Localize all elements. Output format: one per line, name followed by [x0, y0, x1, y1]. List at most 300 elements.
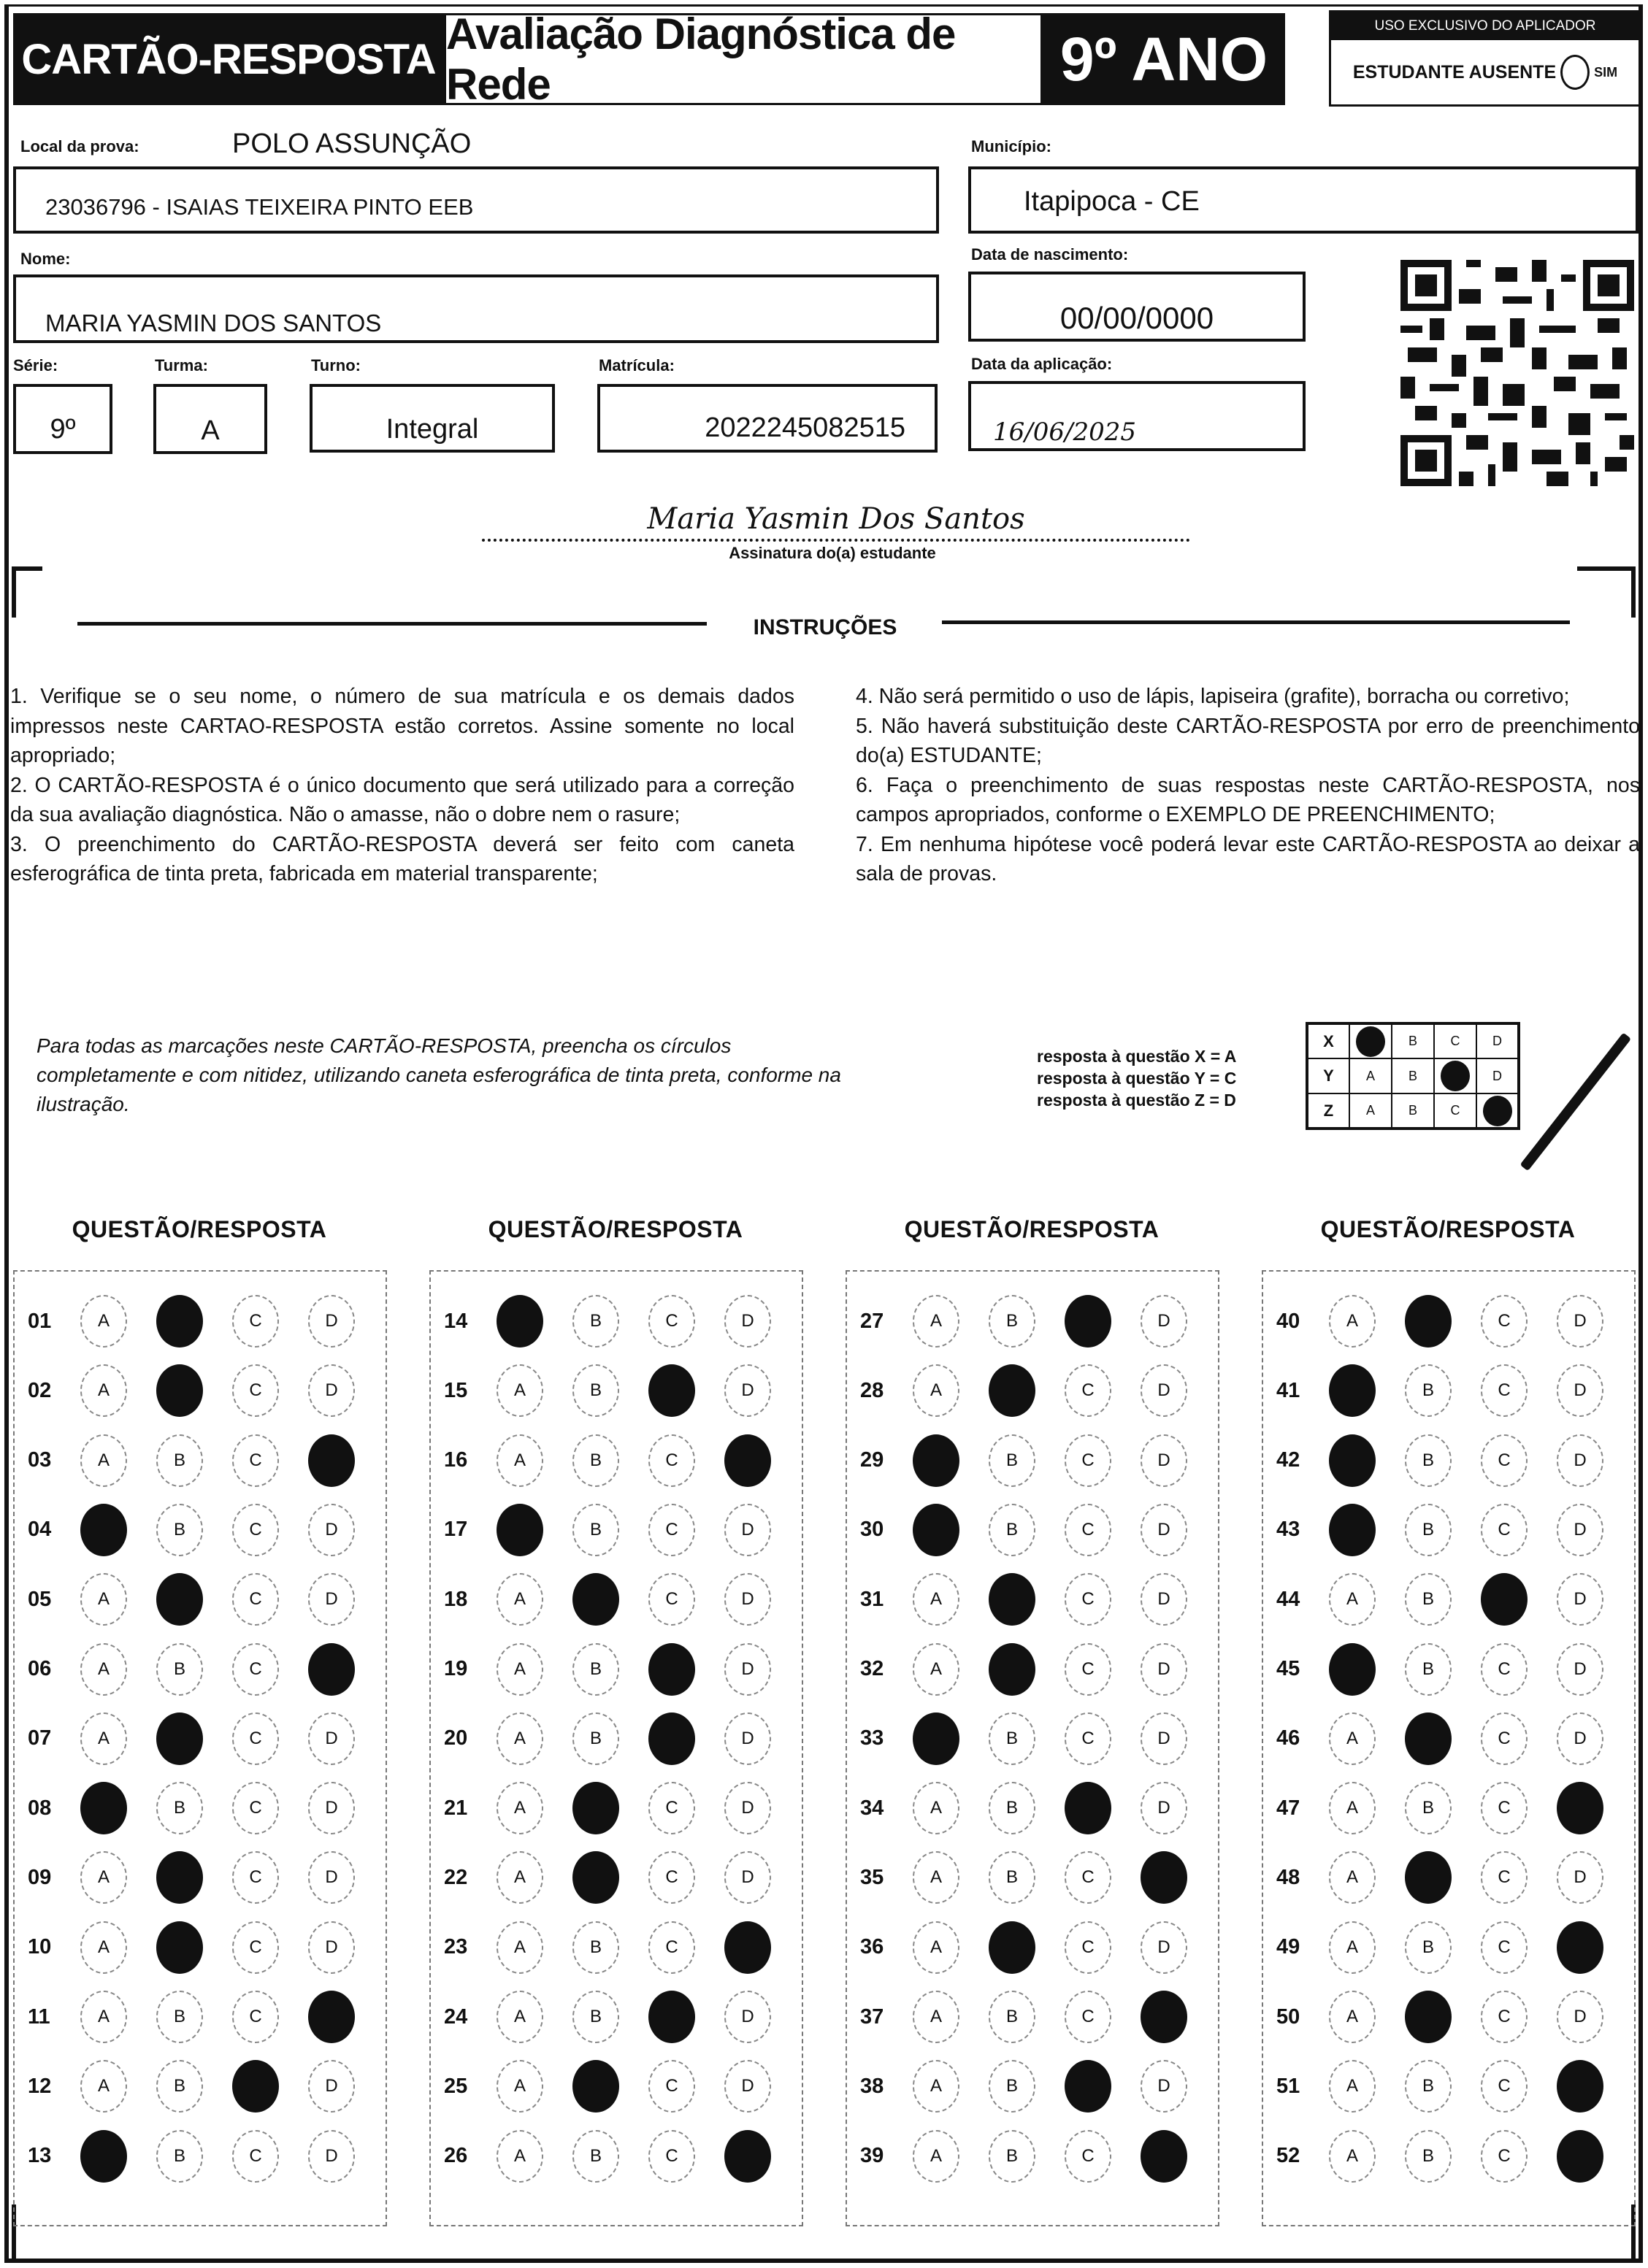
signature-line[interactable]: Maria Yasmin Dos Santos: [482, 496, 1190, 542]
example-empty-bubble: C: [1434, 1023, 1476, 1058]
answer-row: [431, 2057, 800, 2115]
answer-bubble-d[interactable]: [1557, 1921, 1603, 1974]
answer-bubble-c[interactable]: C: [648, 1851, 695, 1904]
answer-row: [431, 1292, 800, 1350]
question-number: 45: [1276, 1657, 1300, 1680]
question-number: 01: [28, 1309, 52, 1333]
answer-bubble-b[interactable]: [989, 1573, 1035, 1626]
example-filled-bubble: [1434, 1058, 1476, 1093]
answer-bubble-c[interactable]: C: [648, 2060, 695, 2113]
answer-bubble-b[interactable]: B: [1405, 1504, 1452, 1556]
answer-row: [1263, 2127, 1633, 2186]
answer-bubble-d[interactable]: D: [1557, 1364, 1603, 1417]
answer-bubble-c[interactable]: C: [232, 1921, 279, 1974]
answer-bubble-c[interactable]: [1481, 1573, 1528, 1626]
answer-bubble-b[interactable]: B: [989, 2130, 1035, 2183]
answer-bubble-d[interactable]: D: [308, 1364, 355, 1417]
answer-bubble-a[interactable]: A: [497, 1921, 543, 1974]
answer-bubble-a[interactable]: A: [497, 1573, 543, 1626]
question-number: 32: [860, 1657, 884, 1680]
answer-bubble-c[interactable]: C: [1065, 1364, 1111, 1417]
answer-bubble-a[interactable]: A: [497, 1364, 543, 1417]
answer-bubble-a[interactable]: A: [497, 2060, 543, 2113]
answer-bubble-a[interactable]: A: [913, 1851, 959, 1904]
example-empty-bubble: D: [1476, 1023, 1519, 1058]
answer-bubble-c[interactable]: C: [1481, 1643, 1528, 1696]
answer-bubble-d[interactable]: D: [1141, 1504, 1187, 1556]
answer-bubble-c[interactable]: C: [1065, 1851, 1111, 1904]
answer-row: [1263, 1570, 1633, 1629]
answer-row: [431, 1918, 800, 1977]
answer-bubble-a[interactable]: A: [80, 1364, 127, 1417]
divider: [942, 620, 1570, 624]
answer-bubble-c[interactable]: C: [232, 1434, 279, 1487]
answer-bubble-a[interactable]: A: [1329, 1573, 1376, 1626]
answer-bubble-a[interactable]: A: [497, 1712, 543, 1765]
answer-bubble-a[interactable]: [1329, 1364, 1376, 1417]
answer-bubble-d[interactable]: D: [724, 1364, 771, 1417]
answer-bubble-b[interactable]: B: [1405, 1921, 1452, 1974]
answer-row: [847, 1292, 1216, 1350]
answer-bubble-d[interactable]: D: [1141, 1643, 1187, 1696]
answer-bubble-c[interactable]: C: [232, 1504, 279, 1556]
column-title: QUESTÃO/RESPOSTA: [904, 1216, 1160, 1242]
question-number: 16: [444, 1448, 468, 1472]
turno-value: Integral: [386, 414, 479, 445]
example-legend-item: resposta à questão X = A: [1037, 1047, 1237, 1066]
answer-bubble-c[interactable]: [1065, 1782, 1111, 1834]
answer-bubble-b[interactable]: B: [572, 1364, 619, 1417]
turno-label: Turno:: [311, 356, 361, 374]
answer-bubble-b[interactable]: [156, 1573, 203, 1626]
answer-row: [15, 1710, 384, 1768]
answer-row: [1263, 2057, 1633, 2115]
answer-bubble-c[interactable]: C: [232, 1991, 279, 2043]
question-number: 17: [444, 1518, 468, 1542]
answer-bubble-d[interactable]: D: [724, 1504, 771, 1556]
example-legend: [1037, 1045, 1236, 1111]
example-legend-item: resposta à questão Z = D: [1037, 1091, 1236, 1110]
answer-bubble-c[interactable]: [1065, 1295, 1111, 1348]
nome-value: MARIA YASMIN DOS SANTOS: [45, 310, 382, 337]
answer-bubble-d[interactable]: [724, 1434, 771, 1487]
column-title: QUESTÃO/RESPOSTA: [1320, 1216, 1576, 1242]
answer-bubble-d[interactable]: D: [1141, 1364, 1187, 1417]
answer-column: [13, 1270, 387, 2226]
answer-bubble-d[interactable]: D: [1141, 1295, 1187, 1348]
answer-row: [15, 1918, 384, 1977]
answer-bubble-d[interactable]: [1141, 1851, 1187, 1904]
answer-bubble-a[interactable]: [1329, 1643, 1376, 1696]
answer-bubble-b[interactable]: B: [572, 1991, 619, 2043]
answer-bubble-b[interactable]: [156, 1921, 203, 1974]
answer-bubble-d[interactable]: D: [1557, 1851, 1603, 1904]
answer-bubble-d[interactable]: D: [724, 2060, 771, 2113]
answer-bubble-b[interactable]: [989, 1643, 1035, 1696]
answer-bubble-a[interactable]: [913, 1434, 959, 1487]
answer-bubble-d[interactable]: D: [1141, 2060, 1187, 2113]
answer-bubble-d[interactable]: D: [308, 1295, 355, 1348]
answer-bubble-b[interactable]: [989, 1364, 1035, 1417]
answer-bubble-c[interactable]: C: [1481, 1851, 1528, 1904]
answer-bubble-d[interactable]: [308, 1434, 355, 1487]
answer-bubble-d[interactable]: D: [724, 1712, 771, 1765]
answer-bubble-d[interactable]: [1557, 2130, 1603, 2183]
answer-bubble-a[interactable]: A: [913, 1782, 959, 1834]
example-question-label: Y: [1307, 1058, 1349, 1093]
answer-bubble-b[interactable]: [1405, 1295, 1452, 1348]
turno-field: [310, 384, 555, 453]
answer-bubble-c[interactable]: C: [1065, 1573, 1111, 1626]
answer-bubble-c[interactable]: C: [1481, 1434, 1528, 1487]
example-empty-bubble: A: [1349, 1058, 1392, 1093]
answer-bubble-b[interactable]: B: [1405, 1643, 1452, 1696]
answer-bubble-c[interactable]: C: [1481, 1712, 1528, 1765]
answer-row: [15, 2127, 384, 2186]
answer-bubble-a[interactable]: A: [1329, 1712, 1376, 1765]
answer-bubble-b[interactable]: B: [989, 2060, 1035, 2113]
instruction-item: 1. Verifique se o seu nome, o número de sua matrícula e os demais dados impressos neste CARTAO-RESPOSTA estão corretos. Assine somente no local apropriado;: [10, 685, 794, 767]
answer-bubble-b[interactable]: [572, 1573, 619, 1626]
answer-bubble-a[interactable]: A: [80, 1921, 127, 1974]
answer-bubble-b[interactable]: B: [989, 1712, 1035, 1765]
answer-bubble-c[interactable]: [648, 1643, 695, 1696]
answer-bubble-a[interactable]: A: [497, 1643, 543, 1696]
answer-bubble-b[interactable]: [572, 2060, 619, 2113]
answer-bubble-a[interactable]: A: [80, 1643, 127, 1696]
answer-bubble-b[interactable]: B: [572, 2130, 619, 2183]
answer-bubble-b[interactable]: B: [1405, 2060, 1452, 2113]
answer-bubble-b[interactable]: B: [1405, 1573, 1452, 1626]
answer-bubble-a[interactable]: A: [1329, 2060, 1376, 2113]
answer-bubble-a[interactable]: A: [913, 1295, 959, 1348]
answer-bubble-b[interactable]: B: [572, 1295, 619, 1348]
answer-row: [15, 2057, 384, 2115]
answer-bubble-a[interactable]: A: [913, 2130, 959, 2183]
answer-bubble-c[interactable]: C: [1481, 1295, 1528, 1348]
answer-bubble-b[interactable]: [572, 1851, 619, 1904]
answer-bubble-b[interactable]: B: [989, 1295, 1035, 1348]
serie-label: Série:: [13, 356, 58, 374]
answer-bubble-a[interactable]: A: [80, 1991, 127, 2043]
answer-bubble-a[interactable]: A: [80, 1851, 127, 1904]
answer-row: [431, 1710, 800, 1768]
example-row: [1307, 1023, 1519, 1058]
answer-bubble-c[interactable]: C: [232, 1712, 279, 1765]
answer-bubble-b[interactable]: [1405, 1991, 1452, 2043]
aplicacao-value: 16/06/2025: [993, 418, 1136, 447]
answer-row: [15, 1501, 384, 1559]
answer-bubble-c[interactable]: C: [1481, 1782, 1528, 1834]
answer-row: [847, 2057, 1216, 2115]
answer-bubble-b[interactable]: [156, 1295, 203, 1348]
question-number: 13: [28, 2144, 52, 2168]
answer-bubble-c[interactable]: C: [232, 1782, 279, 1834]
answer-bubble-d[interactable]: D: [1141, 1573, 1187, 1626]
answer-bubble-b[interactable]: B: [156, 2060, 203, 2113]
question-number: 09: [28, 1865, 52, 1889]
answer-bubble-d[interactable]: D: [308, 1573, 355, 1626]
answer-bubble-d[interactable]: D: [724, 1573, 771, 1626]
answer-bubble-d[interactable]: D: [1557, 1712, 1603, 1765]
answer-bubble-b[interactable]: B: [156, 1504, 203, 1556]
matricula-field: [597, 384, 938, 453]
answer-bubble-c[interactable]: C: [1065, 1643, 1111, 1696]
municipio-label: Município:: [971, 137, 1051, 155]
answer-bubble-a[interactable]: A: [913, 2060, 959, 2113]
signature-label: Assinatura do(a) estudante: [729, 544, 936, 562]
answer-bubble-d[interactable]: D: [308, 1782, 355, 1834]
question-number: 27: [860, 1309, 884, 1333]
answer-bubble-b[interactable]: B: [156, 1643, 203, 1696]
answer-bubble-c[interactable]: C: [232, 1364, 279, 1417]
answer-bubble-c[interactable]: C: [1065, 1991, 1111, 2043]
answer-bubble-a[interactable]: A: [80, 2060, 127, 2113]
nome-label: Nome:: [20, 250, 71, 268]
divider: [77, 622, 707, 626]
answer-bubble-a[interactable]: [913, 1712, 959, 1765]
grade-title: 9º ANO: [1043, 13, 1285, 105]
answer-bubble-c[interactable]: C: [1481, 2060, 1528, 2113]
question-number: 39: [860, 2144, 884, 2168]
answer-bubble-b[interactable]: [989, 1921, 1035, 1974]
answer-bubble-a[interactable]: [497, 1504, 543, 1556]
question-number: 20: [444, 1726, 468, 1750]
answer-bubble-d[interactable]: D: [308, 1921, 355, 1974]
question-number: 07: [28, 1726, 52, 1750]
answer-bubble-a[interactable]: A: [1329, 1991, 1376, 2043]
answer-bubble-c[interactable]: [648, 1991, 695, 2043]
answer-bubble-a[interactable]: [1329, 1434, 1376, 1487]
answer-bubble-b[interactable]: [1405, 1712, 1452, 1765]
answer-bubble-c[interactable]: C: [648, 1504, 695, 1556]
answer-bubble-b[interactable]: B: [156, 2130, 203, 2183]
answer-bubble-a[interactable]: A: [1329, 2130, 1376, 2183]
answer-bubble-d[interactable]: D: [724, 1643, 771, 1696]
answer-bubble-d[interactable]: D: [1557, 1434, 1603, 1487]
question-number: 46: [1276, 1726, 1300, 1750]
answer-bubble-d[interactable]: D: [1141, 1434, 1187, 1487]
answer-bubble-b[interactable]: B: [156, 1434, 203, 1487]
answer-bubble-c[interactable]: C: [1481, 1504, 1528, 1556]
answer-bubble-d[interactable]: D: [308, 1712, 355, 1765]
answer-bubble-c[interactable]: C: [1065, 1921, 1111, 1974]
example-empty-bubble: C: [1434, 1093, 1476, 1129]
answer-bubble-a[interactable]: A: [913, 1573, 959, 1626]
filled-circle-icon: [1356, 1026, 1385, 1057]
example-row: [1307, 1093, 1519, 1129]
answer-row: [847, 1431, 1216, 1490]
answer-bubble-d[interactable]: D: [308, 1851, 355, 1904]
answer-bubble-a[interactable]: [497, 1295, 543, 1348]
answer-bubble-a[interactable]: A: [1329, 1921, 1376, 1974]
answer-bubble-c[interactable]: [648, 1364, 695, 1417]
answer-bubble-d[interactable]: D: [724, 1295, 771, 1348]
answer-bubble-a[interactable]: A: [497, 1851, 543, 1904]
answer-row: [431, 1431, 800, 1490]
answer-bubble-c[interactable]: C: [232, 1295, 279, 1348]
example-empty-bubble: A: [1349, 1093, 1392, 1129]
answer-bubble-a[interactable]: A: [80, 1573, 127, 1626]
answer-bubble-d[interactable]: [724, 2130, 771, 2183]
answer-bubble-b[interactable]: B: [1405, 2130, 1452, 2183]
answer-bubble-b[interactable]: B: [989, 1782, 1035, 1834]
answer-bubble-a[interactable]: [913, 1504, 959, 1556]
question-number: 14: [444, 1309, 468, 1333]
example-question-label: X: [1307, 1023, 1349, 1058]
answer-bubble-a[interactable]: [80, 1782, 127, 1834]
corner-mark-top-right: [1577, 566, 1636, 618]
answer-bubble-d[interactable]: D: [308, 2130, 355, 2183]
answer-bubble-b[interactable]: [156, 1712, 203, 1765]
answer-bubble-d[interactable]: [1141, 2130, 1187, 2183]
answer-bubble-b[interactable]: B: [156, 1991, 203, 2043]
applicator-title: USO EXCLUSIVO DO APLICADOR: [1331, 12, 1639, 40]
answer-bubble-b[interactable]: B: [989, 1851, 1035, 1904]
answer-row: [1263, 1501, 1633, 1559]
absent-checkbox[interactable]: [1560, 55, 1590, 90]
answer-bubble-b[interactable]: B: [572, 1504, 619, 1556]
answer-bubble-c[interactable]: C: [1481, 1991, 1528, 2043]
answer-bubble-d[interactable]: [1557, 2060, 1603, 2113]
answer-bubble-a[interactable]: A: [80, 1712, 127, 1765]
answer-bubble-a[interactable]: A: [497, 2130, 543, 2183]
answer-bubble-a[interactable]: A: [80, 1295, 127, 1348]
answer-bubble-b[interactable]: B: [1405, 1782, 1452, 1834]
question-number: 08: [28, 1796, 52, 1820]
answer-bubble-c[interactable]: C: [648, 2130, 695, 2183]
answer-bubble-d[interactable]: D: [308, 1504, 355, 1556]
answer-bubble-c[interactable]: C: [648, 1782, 695, 1834]
answer-row: [847, 1988, 1216, 2046]
answer-bubble-a[interactable]: [1329, 1504, 1376, 1556]
answer-row: [431, 1570, 800, 1629]
answer-row: [1263, 1848, 1633, 1907]
answer-bubble-d[interactable]: D: [1557, 1295, 1603, 1348]
answer-row: [15, 1988, 384, 2046]
answer-bubble-a[interactable]: [80, 1504, 127, 1556]
answer-bubble-a[interactable]: A: [1329, 1851, 1376, 1904]
answer-bubble-d[interactable]: D: [724, 1782, 771, 1834]
answer-bubble-c[interactable]: C: [1481, 1921, 1528, 1974]
answer-bubble-c[interactable]: C: [648, 1573, 695, 1626]
answer-bubble-c[interactable]: C: [232, 1643, 279, 1696]
answer-bubble-c[interactable]: C: [648, 1434, 695, 1487]
nascimento-label: Data de nascimento:: [971, 245, 1129, 264]
answer-bubble-c[interactable]: C: [1065, 1434, 1111, 1487]
answer-bubble-d[interactable]: [724, 1921, 771, 1974]
answer-bubble-a[interactable]: A: [497, 1434, 543, 1487]
answer-bubble-b[interactable]: B: [572, 1643, 619, 1696]
answer-bubble-c[interactable]: C: [648, 1295, 695, 1348]
answer-bubble-d[interactable]: [1141, 1991, 1187, 2043]
answer-row: [431, 1988, 800, 2046]
answer-bubble-c[interactable]: [648, 1712, 695, 1765]
answer-bubble-d[interactable]: [1557, 1782, 1603, 1834]
answer-bubble-b[interactable]: B: [989, 1504, 1035, 1556]
answer-bubble-d[interactable]: [308, 1991, 355, 2043]
answer-bubble-c[interactable]: C: [232, 1573, 279, 1626]
answer-row: [847, 1779, 1216, 1837]
answer-bubble-c[interactable]: C: [1481, 2130, 1528, 2183]
instructions-right: [856, 682, 1640, 889]
answer-column: [429, 1270, 803, 2226]
answer-bubble-c[interactable]: [1065, 2060, 1111, 2113]
answer-bubble-d[interactable]: D: [308, 2060, 355, 2113]
example-filled-bubble: [1349, 1023, 1392, 1058]
answer-bubble-b[interactable]: B: [572, 1921, 619, 1974]
question-number: 18: [444, 1587, 468, 1611]
question-number: 23: [444, 1935, 468, 1959]
answer-bubble-c[interactable]: [232, 2060, 279, 2113]
answer-bubble-b[interactable]: B: [156, 1782, 203, 1834]
answer-bubble-d[interactable]: D: [1141, 1712, 1187, 1765]
answer-bubble-d[interactable]: D: [1557, 1573, 1603, 1626]
question-number: 41: [1276, 1378, 1300, 1402]
answer-bubble-b[interactable]: B: [572, 1712, 619, 1765]
example-row: [1307, 1058, 1519, 1093]
answer-column: [846, 1270, 1219, 2226]
nome-field: [13, 274, 939, 343]
answer-bubble-d[interactable]: [308, 1643, 355, 1696]
answer-bubble-b[interactable]: [1405, 1851, 1452, 1904]
answer-bubble-b[interactable]: B: [989, 1434, 1035, 1487]
answer-bubble-a[interactable]: A: [80, 1434, 127, 1487]
answer-bubble-b[interactable]: [156, 1851, 203, 1904]
answer-row: [847, 1361, 1216, 1420]
answer-bubble-d[interactable]: D: [724, 1991, 771, 2043]
answer-bubble-c[interactable]: C: [648, 1921, 695, 1974]
answer-bubble-b[interactable]: B: [989, 1991, 1035, 2043]
answer-bubble-b[interactable]: B: [1405, 1434, 1452, 1487]
matricula-label: Matrícula:: [599, 356, 675, 374]
answer-bubble-b[interactable]: B: [572, 1434, 619, 1487]
answer-bubble-d[interactable]: D: [724, 1851, 771, 1904]
answer-bubble-a[interactable]: A: [1329, 1295, 1376, 1348]
answer-bubble-a[interactable]: A: [913, 1991, 959, 2043]
answer-row: [15, 1779, 384, 1837]
school-field: [13, 166, 939, 234]
example-empty-bubble: B: [1392, 1023, 1434, 1058]
question-number: 21: [444, 1796, 468, 1820]
answer-bubble-b[interactable]: B: [1405, 1364, 1452, 1417]
filled-circle-icon: [1441, 1061, 1470, 1091]
answer-bubble-a[interactable]: A: [913, 1643, 959, 1696]
question-number: 48: [1276, 1865, 1300, 1889]
answer-bubble-c[interactable]: C: [1481, 1364, 1528, 1417]
answer-bubble-d[interactable]: D: [1141, 1921, 1187, 1974]
answer-bubble-d[interactable]: D: [1141, 1782, 1187, 1834]
instruction-item: 2. O CARTÃO-RESPOSTA é o único documento que será utilizado para a correção da sua avaliação diagnóstica. Não o amasse, não o dobre nem o rasure;: [10, 773, 794, 826]
answer-bubble-a[interactable]: A: [913, 1364, 959, 1417]
answer-bubble-c[interactable]: C: [1065, 2130, 1111, 2183]
answer-bubble-a[interactable]: A: [1329, 1782, 1376, 1834]
answer-bubble-a[interactable]: A: [497, 1782, 543, 1834]
answer-bubble-d[interactable]: D: [1557, 1504, 1603, 1556]
aplicacao-field[interactable]: [968, 381, 1306, 451]
answer-bubble-c[interactable]: C: [232, 2130, 279, 2183]
answer-bubble-d[interactable]: D: [1557, 1643, 1603, 1696]
answer-bubble-c[interactable]: C: [1065, 1712, 1111, 1765]
answer-bubble-b[interactable]: [156, 1364, 203, 1417]
answer-bubble-a[interactable]: A: [913, 1921, 959, 1974]
answer-bubble-a[interactable]: [80, 2130, 127, 2183]
answer-bubble-c[interactable]: C: [232, 1851, 279, 1904]
answer-bubble-c[interactable]: C: [1065, 1504, 1111, 1556]
answer-bubble-a[interactable]: A: [497, 1991, 543, 2043]
answer-bubble-b[interactable]: [572, 1782, 619, 1834]
answer-bubble-d[interactable]: D: [1557, 1991, 1603, 2043]
